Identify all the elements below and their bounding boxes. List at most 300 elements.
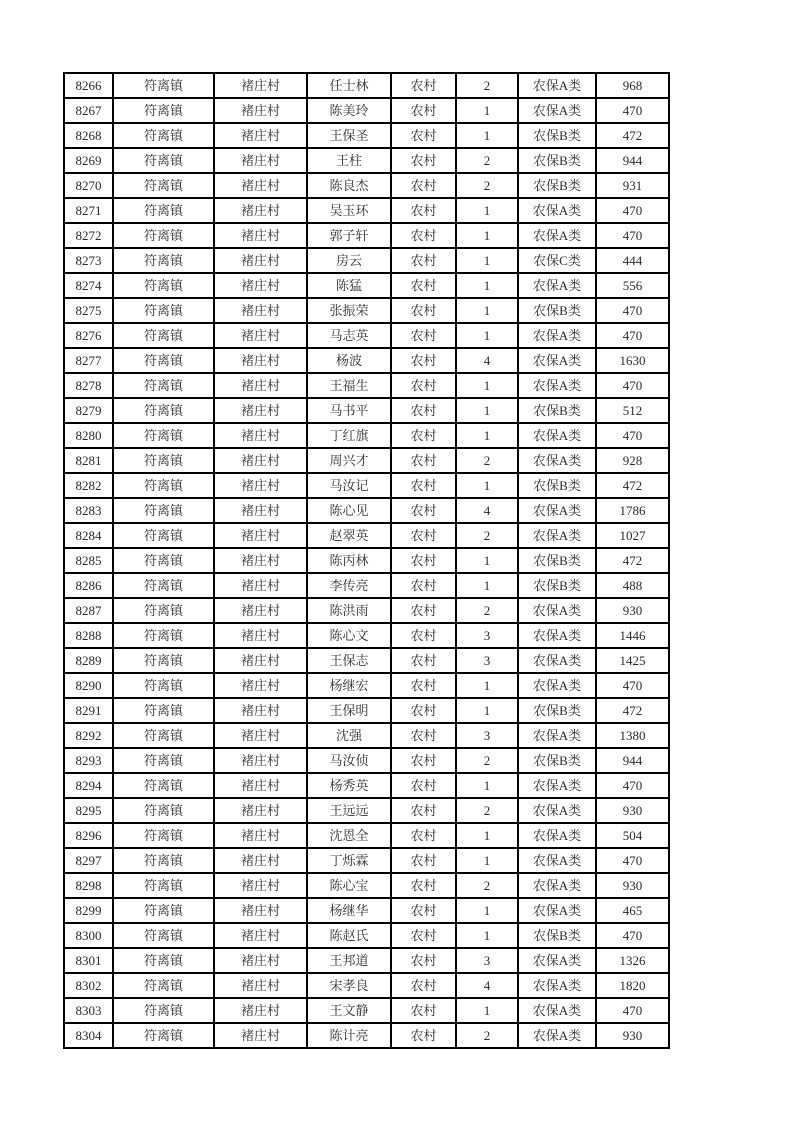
cell-residence-type: 农村 xyxy=(391,798,456,823)
cell-amount: 968 xyxy=(596,73,669,98)
cell-town: 符离镇 xyxy=(113,398,214,423)
cell-amount: 470 xyxy=(596,198,669,223)
cell-person-count: 2 xyxy=(456,448,518,473)
cell-residence-type: 农村 xyxy=(391,348,456,373)
cell-person-count: 4 xyxy=(456,973,518,998)
cell-residence-type: 农村 xyxy=(391,698,456,723)
cell-insurance-category: 农保A类 xyxy=(518,423,596,448)
cell-residence-type: 农村 xyxy=(391,498,456,523)
cell-person-name: 陈心见 xyxy=(307,498,391,523)
cell-residence-type: 农村 xyxy=(391,448,456,473)
table-row xyxy=(64,998,669,1023)
table-row xyxy=(64,973,669,998)
cell-amount: 444 xyxy=(596,248,669,273)
cell-amount: 928 xyxy=(596,448,669,473)
cell-serial-number: 8274 xyxy=(64,273,113,298)
cell-serial-number: 8293 xyxy=(64,748,113,773)
cell-person-name: 王远远 xyxy=(307,798,391,823)
cell-insurance-category: 农保A类 xyxy=(518,848,596,873)
cell-person-name: 张振荣 xyxy=(307,298,391,323)
cell-person-name: 马汝记 xyxy=(307,473,391,498)
cell-serial-number: 8297 xyxy=(64,848,113,873)
cell-residence-type: 农村 xyxy=(391,273,456,298)
pension-roster-table xyxy=(63,72,670,1049)
cell-residence-type: 农村 xyxy=(391,898,456,923)
cell-serial-number: 8299 xyxy=(64,898,113,923)
cell-town: 符离镇 xyxy=(113,998,214,1023)
cell-person-name: 陈猛 xyxy=(307,273,391,298)
cell-serial-number: 8286 xyxy=(64,573,113,598)
cell-village: 褚庄村 xyxy=(214,623,307,648)
cell-person-count: 1 xyxy=(456,773,518,798)
cell-town: 符离镇 xyxy=(113,848,214,873)
table-row xyxy=(64,198,669,223)
cell-person-name: 陈计亮 xyxy=(307,1023,391,1048)
cell-town: 符离镇 xyxy=(113,198,214,223)
cell-village: 褚庄村 xyxy=(214,523,307,548)
cell-person-name: 宋孝良 xyxy=(307,973,391,998)
cell-person-name: 任士林 xyxy=(307,73,391,98)
cell-residence-type: 农村 xyxy=(391,73,456,98)
cell-village: 褚庄村 xyxy=(214,998,307,1023)
cell-insurance-category: 农保B类 xyxy=(518,173,596,198)
cell-residence-type: 农村 xyxy=(391,323,456,348)
cell-village: 褚庄村 xyxy=(214,98,307,123)
cell-person-count: 1 xyxy=(456,298,518,323)
table-row xyxy=(64,398,669,423)
cell-person-name: 杨秀英 xyxy=(307,773,391,798)
cell-town: 符离镇 xyxy=(113,123,214,148)
cell-serial-number: 8276 xyxy=(64,323,113,348)
cell-residence-type: 农村 xyxy=(391,223,456,248)
cell-serial-number: 8300 xyxy=(64,923,113,948)
cell-amount: 1027 xyxy=(596,523,669,548)
cell-person-name: 王邦道 xyxy=(307,948,391,973)
cell-residence-type: 农村 xyxy=(391,1023,456,1048)
cell-village: 褚庄村 xyxy=(214,398,307,423)
cell-amount: 944 xyxy=(596,748,669,773)
cell-person-name: 马书平 xyxy=(307,398,391,423)
table-row xyxy=(64,248,669,273)
cell-residence-type: 农村 xyxy=(391,748,456,773)
cell-person-name: 王保圣 xyxy=(307,123,391,148)
cell-village: 褚庄村 xyxy=(214,873,307,898)
cell-insurance-category: 农保A类 xyxy=(518,648,596,673)
cell-village: 褚庄村 xyxy=(214,948,307,973)
cell-person-count: 2 xyxy=(456,598,518,623)
cell-person-count: 2 xyxy=(456,173,518,198)
cell-residence-type: 农村 xyxy=(391,373,456,398)
cell-village: 褚庄村 xyxy=(214,723,307,748)
cell-village: 褚庄村 xyxy=(214,823,307,848)
cell-residence-type: 农村 xyxy=(391,623,456,648)
cell-insurance-category: 农保A类 xyxy=(518,348,596,373)
cell-residence-type: 农村 xyxy=(391,523,456,548)
cell-amount: 1630 xyxy=(596,348,669,373)
cell-town: 符离镇 xyxy=(113,423,214,448)
cell-amount: 1786 xyxy=(596,498,669,523)
cell-person-count: 1 xyxy=(456,323,518,348)
cell-residence-type: 农村 xyxy=(391,948,456,973)
cell-residence-type: 农村 xyxy=(391,423,456,448)
cell-village: 褚庄村 xyxy=(214,548,307,573)
cell-village: 褚庄村 xyxy=(214,748,307,773)
cell-village: 褚庄村 xyxy=(214,423,307,448)
cell-serial-number: 8292 xyxy=(64,723,113,748)
cell-town: 符离镇 xyxy=(113,223,214,248)
cell-residence-type: 农村 xyxy=(391,473,456,498)
cell-serial-number: 8303 xyxy=(64,998,113,1023)
cell-town: 符离镇 xyxy=(113,748,214,773)
cell-village: 褚庄村 xyxy=(214,798,307,823)
table-row xyxy=(64,748,669,773)
cell-person-count: 4 xyxy=(456,348,518,373)
cell-town: 符离镇 xyxy=(113,373,214,398)
cell-amount: 944 xyxy=(596,148,669,173)
cell-town: 符离镇 xyxy=(113,73,214,98)
cell-insurance-category: 农保B类 xyxy=(518,573,596,598)
cell-town: 符离镇 xyxy=(113,873,214,898)
cell-person-name: 赵翠英 xyxy=(307,523,391,548)
cell-insurance-category: 农保A类 xyxy=(518,523,596,548)
cell-person-count: 1 xyxy=(456,848,518,873)
cell-village: 褚庄村 xyxy=(214,473,307,498)
cell-town: 符离镇 xyxy=(113,773,214,798)
cell-person-name: 陈美玲 xyxy=(307,98,391,123)
cell-village: 褚庄村 xyxy=(214,923,307,948)
document-page xyxy=(63,72,670,1049)
cell-village: 褚庄村 xyxy=(214,1023,307,1048)
cell-amount: 556 xyxy=(596,273,669,298)
cell-serial-number: 8266 xyxy=(64,73,113,98)
cell-serial-number: 8278 xyxy=(64,373,113,398)
cell-serial-number: 8279 xyxy=(64,398,113,423)
table-row xyxy=(64,873,669,898)
cell-town: 符离镇 xyxy=(113,498,214,523)
cell-town: 符离镇 xyxy=(113,1023,214,1048)
cell-residence-type: 农村 xyxy=(391,673,456,698)
cell-town: 符离镇 xyxy=(113,548,214,573)
cell-person-count: 2 xyxy=(456,873,518,898)
table-row xyxy=(64,898,669,923)
cell-village: 褚庄村 xyxy=(214,698,307,723)
cell-insurance-category: 农保A类 xyxy=(518,223,596,248)
cell-insurance-category: 农保A类 xyxy=(518,448,596,473)
cell-village: 褚庄村 xyxy=(214,598,307,623)
cell-amount: 504 xyxy=(596,823,669,848)
cell-residence-type: 农村 xyxy=(391,298,456,323)
cell-village: 褚庄村 xyxy=(214,448,307,473)
cell-insurance-category: 农保A类 xyxy=(518,798,596,823)
cell-insurance-category: 农保A类 xyxy=(518,273,596,298)
cell-insurance-category: 农保A类 xyxy=(518,973,596,998)
cell-village: 褚庄村 xyxy=(214,148,307,173)
table-row xyxy=(64,598,669,623)
cell-insurance-category: 农保A类 xyxy=(518,373,596,398)
cell-serial-number: 8285 xyxy=(64,548,113,573)
cell-amount: 470 xyxy=(596,998,669,1023)
cell-insurance-category: 农保C类 xyxy=(518,248,596,273)
cell-town: 符离镇 xyxy=(113,448,214,473)
cell-insurance-category: 农保B类 xyxy=(518,473,596,498)
cell-serial-number: 8288 xyxy=(64,623,113,648)
cell-insurance-category: 农保B类 xyxy=(518,398,596,423)
table-row xyxy=(64,698,669,723)
cell-residence-type: 农村 xyxy=(391,848,456,873)
cell-person-count: 1 xyxy=(456,198,518,223)
cell-town: 符离镇 xyxy=(113,823,214,848)
cell-insurance-category: 农保B类 xyxy=(518,123,596,148)
cell-village: 褚庄村 xyxy=(214,973,307,998)
cell-insurance-category: 农保A类 xyxy=(518,723,596,748)
cell-insurance-category: 农保A类 xyxy=(518,898,596,923)
table-body xyxy=(64,73,669,1048)
table-row xyxy=(64,423,669,448)
cell-residence-type: 农村 xyxy=(391,598,456,623)
cell-serial-number: 8271 xyxy=(64,198,113,223)
cell-residence-type: 农村 xyxy=(391,823,456,848)
cell-insurance-category: 农保A类 xyxy=(518,98,596,123)
cell-village: 褚庄村 xyxy=(214,223,307,248)
cell-town: 符离镇 xyxy=(113,623,214,648)
cell-village: 褚庄村 xyxy=(214,323,307,348)
cell-person-count: 2 xyxy=(456,148,518,173)
cell-serial-number: 8284 xyxy=(64,523,113,548)
cell-insurance-category: 农保A类 xyxy=(518,673,596,698)
cell-insurance-category: 农保B类 xyxy=(518,923,596,948)
cell-serial-number: 8283 xyxy=(64,498,113,523)
cell-residence-type: 农村 xyxy=(391,198,456,223)
cell-amount: 472 xyxy=(596,698,669,723)
table-row xyxy=(64,323,669,348)
cell-person-name: 杨继华 xyxy=(307,898,391,923)
cell-town: 符离镇 xyxy=(113,898,214,923)
cell-insurance-category: 农保A类 xyxy=(518,498,596,523)
cell-person-name: 王柱 xyxy=(307,148,391,173)
cell-insurance-category: 农保A类 xyxy=(518,998,596,1023)
cell-person-count: 1 xyxy=(456,473,518,498)
table-row xyxy=(64,573,669,598)
cell-person-name: 杨继宏 xyxy=(307,673,391,698)
cell-village: 褚庄村 xyxy=(214,573,307,598)
cell-person-name: 丁烁霖 xyxy=(307,848,391,873)
cell-residence-type: 农村 xyxy=(391,773,456,798)
cell-person-name: 王保明 xyxy=(307,698,391,723)
cell-town: 符离镇 xyxy=(113,323,214,348)
cell-amount: 488 xyxy=(596,573,669,598)
cell-amount: 470 xyxy=(596,323,669,348)
cell-residence-type: 农村 xyxy=(391,398,456,423)
cell-person-count: 1 xyxy=(456,823,518,848)
cell-person-name: 丁红旗 xyxy=(307,423,391,448)
cell-person-name: 李传亮 xyxy=(307,573,391,598)
table-row xyxy=(64,798,669,823)
cell-town: 符离镇 xyxy=(113,973,214,998)
cell-town: 符离镇 xyxy=(113,148,214,173)
cell-serial-number: 8275 xyxy=(64,298,113,323)
table-row xyxy=(64,648,669,673)
cell-person-count: 1 xyxy=(456,898,518,923)
cell-amount: 470 xyxy=(596,773,669,798)
cell-person-name: 马志英 xyxy=(307,323,391,348)
cell-amount: 1446 xyxy=(596,623,669,648)
cell-serial-number: 8269 xyxy=(64,148,113,173)
cell-amount: 930 xyxy=(596,873,669,898)
cell-person-name: 沈恩全 xyxy=(307,823,391,848)
cell-person-name: 吴玉环 xyxy=(307,198,391,223)
cell-town: 符离镇 xyxy=(113,698,214,723)
cell-person-count: 1 xyxy=(456,673,518,698)
cell-serial-number: 8272 xyxy=(64,223,113,248)
cell-person-name: 郭子轩 xyxy=(307,223,391,248)
cell-village: 褚庄村 xyxy=(214,498,307,523)
table-row xyxy=(64,773,669,798)
cell-insurance-category: 农保A类 xyxy=(518,73,596,98)
cell-insurance-category: 农保A类 xyxy=(518,323,596,348)
cell-insurance-category: 农保B类 xyxy=(518,148,596,173)
cell-village: 褚庄村 xyxy=(214,73,307,98)
cell-village: 褚庄村 xyxy=(214,198,307,223)
table-row xyxy=(64,448,669,473)
cell-serial-number: 8304 xyxy=(64,1023,113,1048)
table-row xyxy=(64,623,669,648)
cell-amount: 470 xyxy=(596,98,669,123)
cell-serial-number: 8296 xyxy=(64,823,113,848)
cell-village: 褚庄村 xyxy=(214,673,307,698)
cell-residence-type: 农村 xyxy=(391,98,456,123)
table-row xyxy=(64,1023,669,1048)
cell-village: 褚庄村 xyxy=(214,848,307,873)
table-row xyxy=(64,223,669,248)
cell-village: 褚庄村 xyxy=(214,373,307,398)
table-row xyxy=(64,523,669,548)
cell-amount: 470 xyxy=(596,923,669,948)
cell-amount: 465 xyxy=(596,898,669,923)
cell-town: 符离镇 xyxy=(113,598,214,623)
cell-person-count: 2 xyxy=(456,798,518,823)
cell-person-name: 陈心宝 xyxy=(307,873,391,898)
cell-serial-number: 8277 xyxy=(64,348,113,373)
cell-serial-number: 8301 xyxy=(64,948,113,973)
cell-person-name: 陈赵氏 xyxy=(307,923,391,948)
cell-person-name: 杨波 xyxy=(307,348,391,373)
cell-person-count: 1 xyxy=(456,548,518,573)
cell-serial-number: 8290 xyxy=(64,673,113,698)
cell-person-count: 1 xyxy=(456,98,518,123)
cell-town: 符离镇 xyxy=(113,473,214,498)
cell-amount: 472 xyxy=(596,123,669,148)
cell-insurance-category: 农保A类 xyxy=(518,1023,596,1048)
cell-person-name: 王保志 xyxy=(307,648,391,673)
cell-insurance-category: 农保A类 xyxy=(518,198,596,223)
cell-amount: 472 xyxy=(596,548,669,573)
cell-town: 符离镇 xyxy=(113,348,214,373)
cell-person-count: 1 xyxy=(456,373,518,398)
table-row xyxy=(64,548,669,573)
cell-village: 褚庄村 xyxy=(214,248,307,273)
cell-amount: 470 xyxy=(596,423,669,448)
cell-amount: 930 xyxy=(596,598,669,623)
cell-insurance-category: 农保B类 xyxy=(518,548,596,573)
cell-serial-number: 8267 xyxy=(64,98,113,123)
cell-serial-number: 8289 xyxy=(64,648,113,673)
cell-residence-type: 农村 xyxy=(391,573,456,598)
table-row xyxy=(64,98,669,123)
cell-person-count: 2 xyxy=(456,1023,518,1048)
cell-residence-type: 农村 xyxy=(391,548,456,573)
cell-insurance-category: 农保A类 xyxy=(518,623,596,648)
cell-amount: 472 xyxy=(596,473,669,498)
cell-person-name: 马汝侦 xyxy=(307,748,391,773)
cell-residence-type: 农村 xyxy=(391,148,456,173)
cell-amount: 930 xyxy=(596,798,669,823)
cell-serial-number: 8298 xyxy=(64,873,113,898)
cell-residence-type: 农村 xyxy=(391,973,456,998)
cell-town: 符离镇 xyxy=(113,573,214,598)
cell-amount: 470 xyxy=(596,673,669,698)
cell-person-name: 陈良杰 xyxy=(307,173,391,198)
cell-town: 符离镇 xyxy=(113,923,214,948)
cell-person-count: 2 xyxy=(456,523,518,548)
cell-person-count: 1 xyxy=(456,423,518,448)
cell-serial-number: 8294 xyxy=(64,773,113,798)
cell-village: 褚庄村 xyxy=(214,898,307,923)
cell-insurance-category: 农保A类 xyxy=(518,773,596,798)
cell-residence-type: 农村 xyxy=(391,123,456,148)
cell-person-count: 1 xyxy=(456,998,518,1023)
cell-person-count: 1 xyxy=(456,923,518,948)
cell-village: 褚庄村 xyxy=(214,773,307,798)
cell-serial-number: 8270 xyxy=(64,173,113,198)
cell-amount: 470 xyxy=(596,373,669,398)
cell-person-count: 1 xyxy=(456,223,518,248)
cell-person-name: 陈丙林 xyxy=(307,548,391,573)
cell-town: 符离镇 xyxy=(113,298,214,323)
cell-person-count: 3 xyxy=(456,948,518,973)
cell-serial-number: 8287 xyxy=(64,598,113,623)
cell-person-count: 1 xyxy=(456,398,518,423)
cell-person-name: 陈心文 xyxy=(307,623,391,648)
table-row xyxy=(64,148,669,173)
cell-town: 符离镇 xyxy=(113,948,214,973)
table-row xyxy=(64,373,669,398)
cell-residence-type: 农村 xyxy=(391,723,456,748)
cell-person-count: 3 xyxy=(456,623,518,648)
cell-insurance-category: 农保B类 xyxy=(518,748,596,773)
cell-person-count: 2 xyxy=(456,73,518,98)
cell-insurance-category: 农保B类 xyxy=(518,298,596,323)
table-row xyxy=(64,123,669,148)
cell-insurance-category: 农保A类 xyxy=(518,948,596,973)
cell-serial-number: 8295 xyxy=(64,798,113,823)
cell-town: 符离镇 xyxy=(113,673,214,698)
cell-serial-number: 8273 xyxy=(64,248,113,273)
cell-town: 符离镇 xyxy=(113,98,214,123)
cell-residence-type: 农村 xyxy=(391,923,456,948)
cell-person-count: 1 xyxy=(456,698,518,723)
cell-amount: 1425 xyxy=(596,648,669,673)
cell-serial-number: 8268 xyxy=(64,123,113,148)
cell-serial-number: 8280 xyxy=(64,423,113,448)
cell-amount: 470 xyxy=(596,298,669,323)
table-row xyxy=(64,473,669,498)
cell-person-name: 沈强 xyxy=(307,723,391,748)
cell-amount: 1380 xyxy=(596,723,669,748)
cell-person-count: 3 xyxy=(456,648,518,673)
cell-town: 符离镇 xyxy=(113,798,214,823)
cell-person-count: 3 xyxy=(456,723,518,748)
cell-residence-type: 农村 xyxy=(391,173,456,198)
